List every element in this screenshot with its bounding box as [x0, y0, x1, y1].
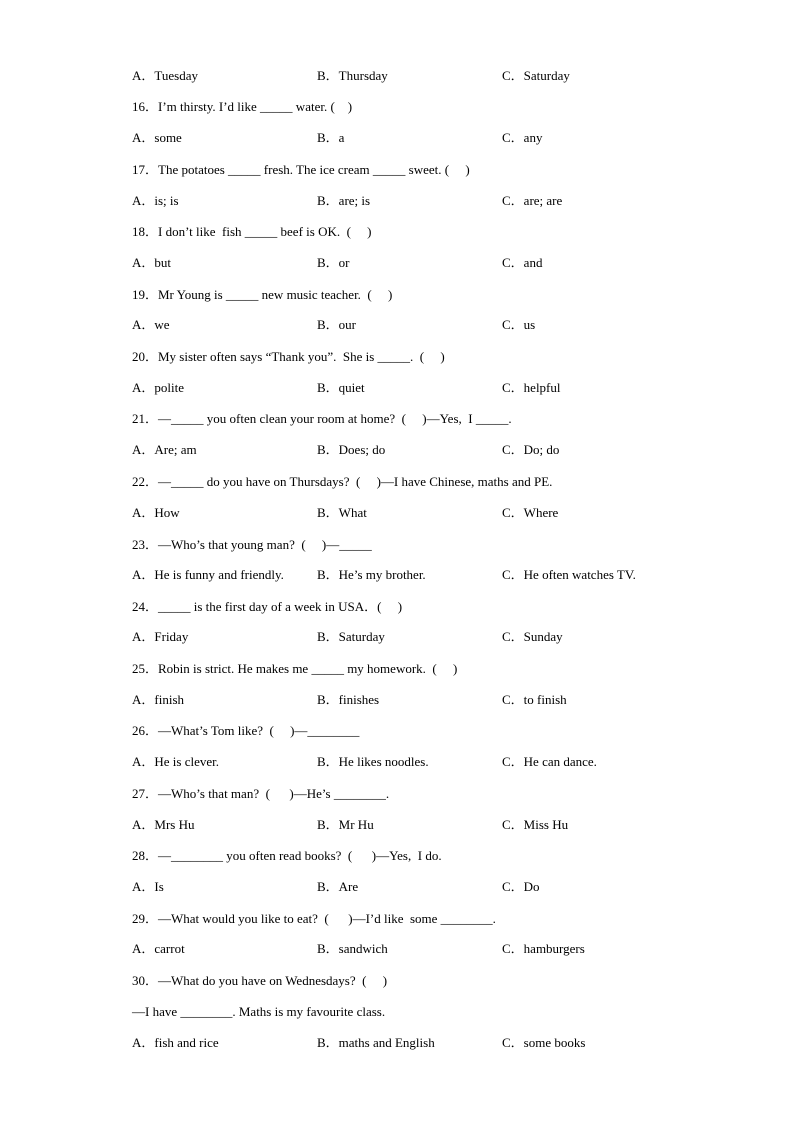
question-line	[0, 909, 794, 929]
option-b[interactable]: B．are; is	[317, 193, 371, 208]
options-row	[0, 66, 794, 86]
options-row	[0, 440, 794, 460]
question-text: 28．—________ you often read books? ( )—Yes, I do.	[132, 848, 442, 863]
option-a[interactable]: A．but	[132, 255, 172, 270]
option-c[interactable]: C．He often watches TV.	[502, 567, 636, 582]
question-text: 25．Robin is strict. He makes me _____ my homework. ( )	[132, 661, 458, 676]
question-line	[0, 1002, 794, 1022]
question-text: 17．The potatoes _____ fresh. The ice cream _____ sweet. ( )	[132, 162, 470, 177]
options-row	[0, 128, 794, 148]
question-line	[0, 472, 794, 492]
question-line	[0, 160, 794, 180]
question-line	[0, 97, 794, 117]
question-line	[0, 597, 794, 617]
option-a[interactable]: A．He is clever.	[132, 754, 220, 769]
question-text: 21．—_____ you often clean your room at home? ( )—Yes, I _____.	[132, 411, 512, 426]
option-b[interactable]: B．maths and English	[317, 1035, 435, 1050]
option-b[interactable]: B．What	[317, 505, 367, 520]
options-row	[0, 752, 794, 772]
options-row	[0, 877, 794, 897]
question-text: 19．Mr Young is _____ new music teacher. ( )	[132, 287, 393, 302]
question-text: 26．—What’s Tom like? ( )—________	[132, 723, 360, 738]
option-c[interactable]: C．to finish	[502, 692, 567, 707]
option-b[interactable]: B．Mr Hu	[317, 817, 374, 832]
options-row	[0, 191, 794, 211]
option-a[interactable]: A．Friday	[132, 629, 189, 644]
options-row	[0, 565, 794, 585]
option-c[interactable]: C．helpful	[502, 380, 561, 395]
option-b[interactable]: B．Thursday	[317, 68, 388, 83]
option-c[interactable]: C．are; are	[502, 193, 563, 208]
option-c[interactable]: C．some books	[502, 1035, 586, 1050]
question-text: —I have ________. Maths is my favourite class.	[132, 1004, 386, 1019]
option-a[interactable]: A．Tuesday	[132, 68, 198, 83]
option-c[interactable]: C．Do; do	[502, 442, 560, 457]
option-b[interactable]: B．Saturday	[317, 629, 385, 644]
option-a[interactable]: A．is; is	[132, 193, 179, 208]
option-a[interactable]: A．carrot	[132, 941, 185, 956]
option-a[interactable]: A．finish	[132, 692, 185, 707]
options-row	[0, 939, 794, 959]
option-a[interactable]: A．fish and rice	[132, 1035, 219, 1050]
question-line	[0, 285, 794, 305]
option-b[interactable]: B．He’s my brother.	[317, 567, 426, 582]
question-text: 27．—Who’s that man? ( )—He’s ________.	[132, 786, 390, 801]
option-a[interactable]: A．He is funny and friendly.	[132, 567, 284, 582]
option-b[interactable]: B．or	[317, 255, 350, 270]
question-text: 22．—_____ do you have on Thursdays? ( )—I have Chinese, maths and PE.	[132, 474, 553, 489]
options-row	[0, 1033, 794, 1053]
option-c[interactable]: C．us	[502, 317, 536, 332]
question-text: 16．I’m thirsty. I’d like _____ water. ( )	[132, 99, 353, 114]
question-line	[0, 846, 794, 866]
question-line	[0, 971, 794, 991]
option-b[interactable]: B．finishes	[317, 692, 380, 707]
question-line	[0, 535, 794, 555]
option-a[interactable]: A．some	[132, 130, 182, 145]
question-line	[0, 409, 794, 429]
option-b[interactable]: B．our	[317, 317, 357, 332]
option-a[interactable]: A．polite	[132, 380, 184, 395]
option-c[interactable]: C．Sunday	[502, 629, 563, 644]
options-row	[0, 253, 794, 273]
option-c[interactable]: C．He can dance.	[502, 754, 597, 769]
options-row	[0, 815, 794, 835]
question-line	[0, 721, 794, 741]
options-row	[0, 378, 794, 398]
options-row	[0, 315, 794, 335]
option-b[interactable]: B．a	[317, 130, 345, 145]
question-line	[0, 222, 794, 242]
option-c[interactable]: C．and	[502, 255, 543, 270]
question-text: 20．My sister often says “Thank you”. She is _____. ( )	[132, 349, 445, 364]
option-a[interactable]: A．Mrs Hu	[132, 817, 195, 832]
question-line	[0, 784, 794, 804]
option-c[interactable]: C．Miss Hu	[502, 817, 569, 832]
option-b[interactable]: B．He likes noodles.	[317, 754, 429, 769]
question-line	[0, 659, 794, 679]
options-row	[0, 690, 794, 710]
question-text: 23．—Who’s that young man? ( )—_____	[132, 537, 372, 552]
question-text: 24．_____ is the first day of a week in USA．( )	[132, 599, 403, 614]
option-c[interactable]: C．any	[502, 130, 543, 145]
question-text: 29．—What would you like to eat? ( )—I’d like some ________.	[132, 911, 496, 926]
option-a[interactable]: A．we	[132, 317, 170, 332]
option-b[interactable]: B．quiet	[317, 380, 365, 395]
option-a[interactable]: A．Is	[132, 879, 164, 894]
option-b[interactable]: B．sandwich	[317, 941, 388, 956]
option-a[interactable]: A．How	[132, 505, 180, 520]
question-text: 30．—What do you have on Wednesdays? ( )	[132, 973, 388, 988]
question-line	[0, 347, 794, 367]
option-c[interactable]: C．Saturday	[502, 68, 570, 83]
option-c[interactable]: C．hamburgers	[502, 941, 585, 956]
option-a[interactable]: A．Are; am	[132, 442, 197, 457]
option-b[interactable]: B．Does; do	[317, 442, 386, 457]
options-row	[0, 503, 794, 523]
option-b[interactable]: B．Are	[317, 879, 359, 894]
option-c[interactable]: C．Where	[502, 505, 559, 520]
options-row	[0, 627, 794, 647]
question-text: 18．I don’t like fish _____ beef is OK. ( )	[132, 224, 372, 239]
option-c[interactable]: C．Do	[502, 879, 540, 894]
